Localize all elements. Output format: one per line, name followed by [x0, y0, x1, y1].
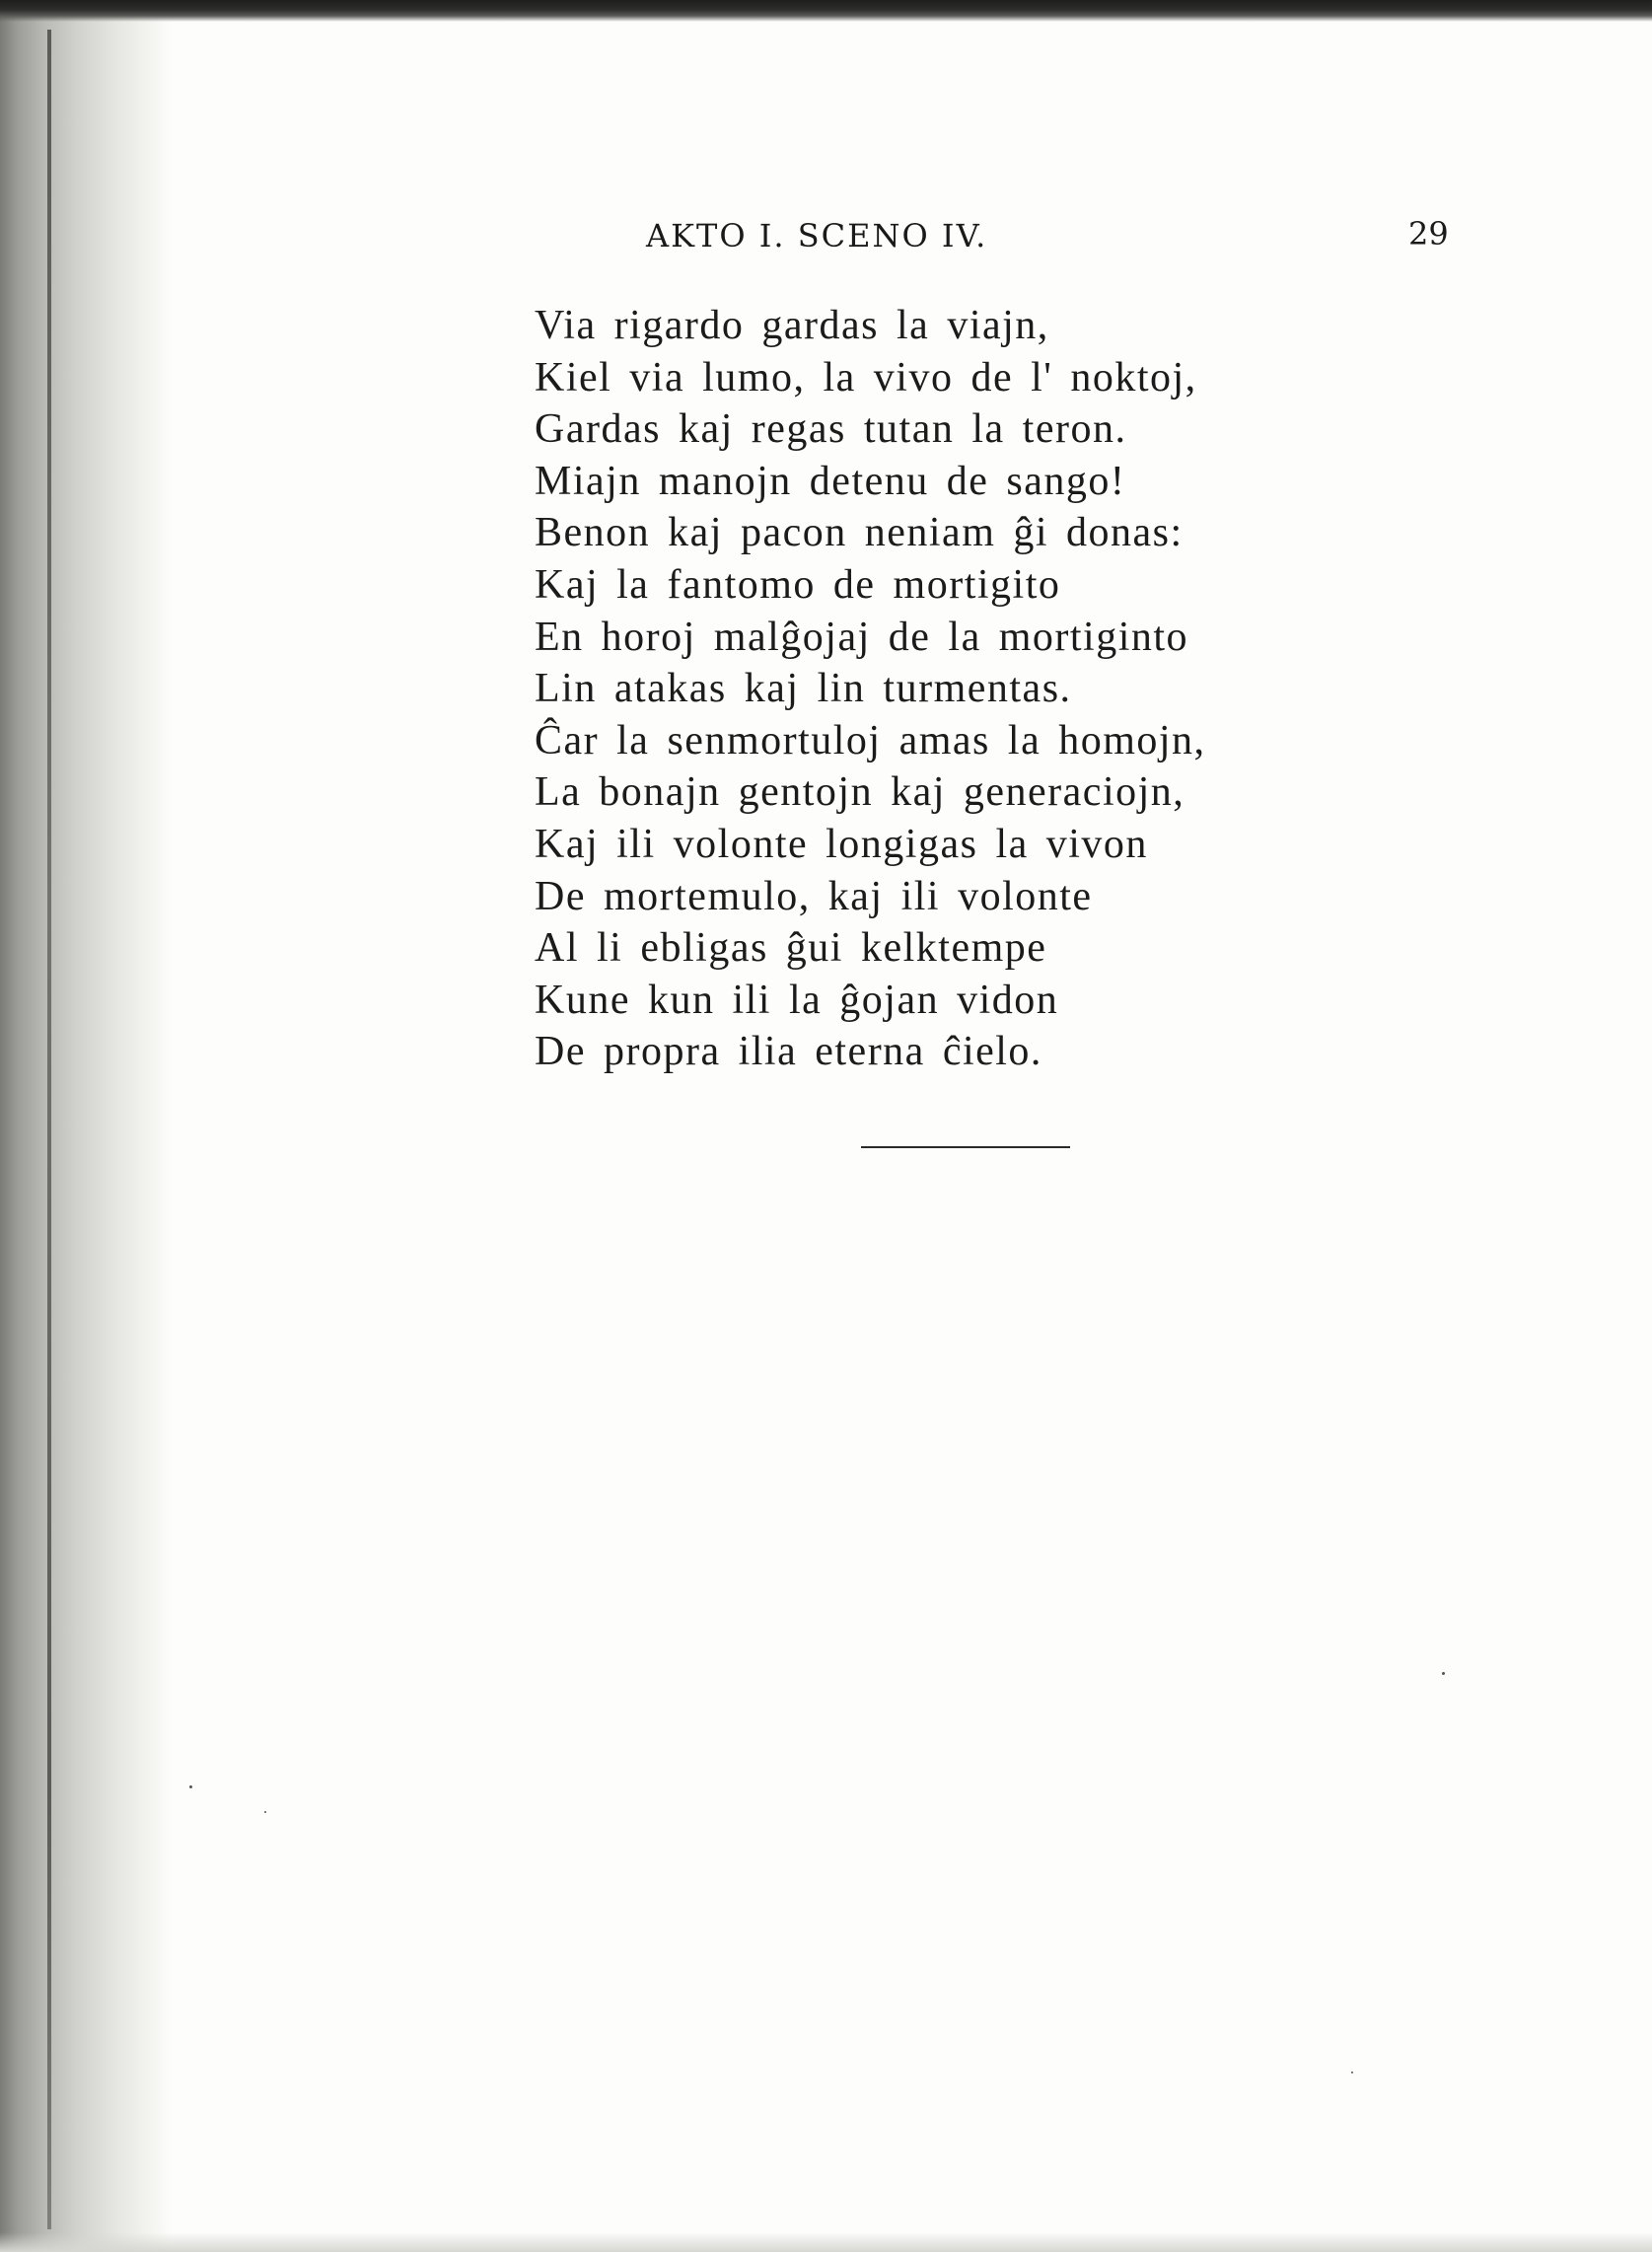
- scan-speck: [1351, 2071, 1353, 2073]
- verse-line: Kaj la fantomo de mortigito: [535, 561, 1061, 608]
- verse-line: Benon kaj pacon neniam ĝi donas:: [535, 510, 1184, 556]
- verse-line: Lin atakas kaj lin turmentas.: [535, 666, 1072, 712]
- verse-line: Ĉar la senmortuloj amas la homojn,: [535, 717, 1206, 763]
- verse-line: Via rigardo gardas la viajn,: [535, 303, 1049, 348]
- section-end-rule: [861, 1146, 1070, 1148]
- verse-line: Miajn manojn detenu de sango!: [535, 458, 1126, 504]
- verse-line: Kune kun ili la ĝojan vidon: [535, 977, 1059, 1023]
- verse-line: De propra ilia eterna ĉielo.: [535, 1029, 1042, 1075]
- scan-speck: [1442, 1672, 1445, 1675]
- verse-line: De mortemulo, kaj ili volonte: [535, 873, 1093, 919]
- verse-line: La bonajn gentojn kaj generaciojn,: [535, 769, 1185, 816]
- verse-line: En horoj malĝojaj de la mortiginto: [535, 614, 1189, 660]
- scan-bottom-shadow: [0, 2232, 1652, 2252]
- running-title: AKTO I. SCENO IV.: [646, 217, 988, 254]
- scan-speck: [189, 1785, 192, 1788]
- page-number: 29: [1408, 215, 1449, 253]
- gutter-shadow: [0, 0, 173, 2252]
- verse-line: Gardas kaj regas tutan la teron.: [535, 406, 1127, 453]
- verse-block: [535, 300, 1206, 1078]
- scan-top-border: [0, 0, 1652, 22]
- verse-line: Kaj ili volonte longigas la vivon: [535, 821, 1148, 867]
- verse-line: Al li ebligas ĝui kelktempe: [535, 925, 1047, 972]
- binding-edge: [47, 30, 51, 2229]
- verse-line: Kiel via lumo, la vivo de l' noktoj,: [535, 354, 1197, 400]
- scan-speck: [264, 1811, 266, 1813]
